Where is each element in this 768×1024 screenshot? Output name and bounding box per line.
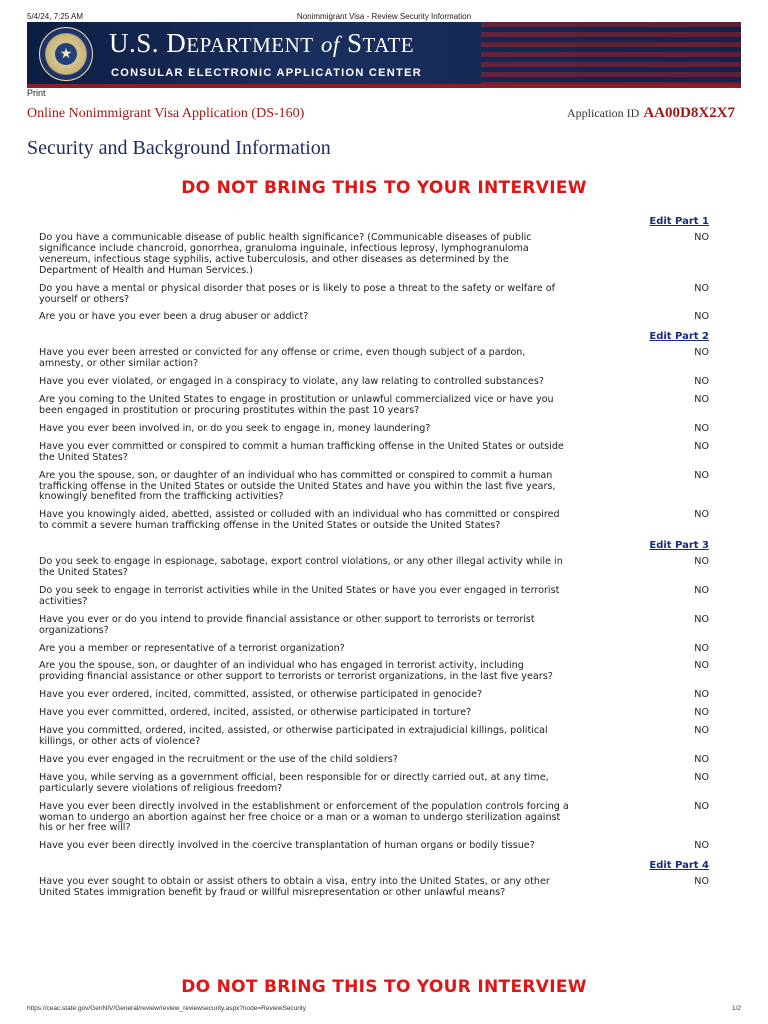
question-row [39,557,709,579]
question-row [39,586,709,608]
print-page-title: Nonimmigrant Visa - Review Security Information [296,12,472,21]
department-name [109,28,414,59]
question-row [39,802,709,835]
question-row [39,661,709,683]
answer-value: NO [694,311,709,323]
warning-banner-bottom: DO NOT BRING THIS TO YOUR INTERVIEW [181,977,587,997]
question-row [39,442,709,464]
edit-part-2-link[interactable]: Edit Part 2 [649,331,709,343]
ceac-subtitle: CONSULAR ELECTRONIC APPLICATION CENTER [111,67,422,79]
question-text: Have you ever ordered, incited, committed, assisted, or otherwise participated in genocide? [39,689,483,701]
question-row [39,615,709,637]
question-row [39,644,709,655]
application-id [567,105,735,122]
question-text: Are you the spouse, son, or daughter of an individual who has engaged in terrorist activity, including providing financial assistance or other support to terrorists or terrorist organizations, in the last five years? [39,660,553,683]
answer-value: NO [694,347,709,359]
question-text: Are you coming to the United States to engage in prostitution or unlawful commercialized vice or have you been engaged in prostitution or procuring prostitutes within the past 10 years? [39,394,554,416]
answer-value: NO [694,232,709,243]
answer-value: NO [694,613,709,625]
application-title: Online Nonimmigrant Visa Application (DS-160) [27,106,305,121]
answer-value: NO [694,469,709,481]
question-text: Have you ever or do you intend to provide financial assistance or other support to terrorists or terrorist organizations? [39,613,535,636]
answer-value: NO [694,422,709,434]
question-row [39,424,709,435]
answer-value: NO [694,753,709,765]
question-row [39,773,709,795]
question-row [39,510,709,532]
department-banner [27,22,741,88]
question-row [39,233,709,277]
question-text: Are you the spouse, son, or daughter of an individual who has committed or conspired to commit a human trafficking offense in the United States or outside the United States and have you within the last five years, knowingly benefited from the trafficking activities? [39,469,556,503]
answer-value: NO [694,725,709,737]
section-title: Security and Background Information [27,137,331,159]
answer-value: NO [694,800,709,812]
answer-value: NO [694,642,709,654]
question-row [39,312,709,323]
application-id-value: AA00D8X2X7 [643,105,735,121]
dept-name-part2: EPARTMENT [186,33,314,57]
question-row [39,690,709,701]
seal-center: ★ [55,43,77,65]
warning-banner-top: DO NOT BRING THIS TO YOUR INTERVIEW [181,178,587,198]
question-text: Have you knowingly aided, abetted, assisted or colluded with an individual who has committed or conspired to commit a severe human trafficking offense in the United States or outside the United States? [39,509,560,532]
question-row [39,726,709,748]
edit-part-3-link[interactable]: Edit Part 3 [649,540,709,552]
question-text: Are you or have you ever been a drug abuser or addict? [39,311,309,323]
question-text: Have you ever been involved in, or do you seek to engage in, money laundering? [39,422,431,434]
question-row [39,284,709,306]
application-id-label: Application ID [567,106,640,120]
print-date: 5/4/24, 7:25 AM [27,12,84,21]
question-text: Have you, while serving as a government official, been responsible for or directly carried out, at any time, particularly severe violations of religious freedom? [39,771,549,794]
question-row [39,841,709,852]
print-url: https://ceac.state.gov/GenNIV/General/review/review_reviewsecurity.aspx?node=ReviewSecurity [27,1005,306,1012]
edit-part-1-link[interactable]: Edit Part 1 [649,216,709,227]
question-text: Have you ever engaged in the recruitment or the use of the child soldiers? [39,753,398,765]
answer-value: NO [694,876,709,888]
answer-value: NO [694,440,709,452]
flag-stripes-decoration [481,22,741,88]
answer-value: NO [694,707,709,719]
answer-value: NO [694,394,709,406]
department-of-state-seal-icon [39,27,93,81]
question-text: Do you seek to engage in espionage, sabotage, export control violations, or any other illegal activity while in the United States? [39,556,563,579]
question-row [39,395,709,417]
edit-part-4-link[interactable]: Edit Part 4 [649,860,709,872]
dept-name-part3: S [346,28,363,58]
answer-value: NO [694,771,709,783]
answer-value: NO [694,556,709,568]
page-number: 1/2 [731,1005,741,1012]
question-text: Have you ever been directly involved in the coercive transplantation of human organs or bodily tissue? [39,840,535,852]
question-text: Do you have a mental or physical disorder that poses or is likely to pose a threat to the safety or welfare of yourself or others? [39,282,555,305]
dept-name-part4: TATE [362,33,415,57]
banner-red-bar [27,84,741,88]
print-header [0,0,768,22]
answer-value: NO [694,509,709,521]
dept-name-part1: U.S. D [109,28,187,58]
answer-value: NO [694,282,709,294]
question-row [39,708,709,719]
question-text: Have you committed, ordered, incited, assisted, or otherwise participated in extrajudicial killings, political killings, or other acts of violence? [39,725,548,747]
print-link[interactable]: Print [27,88,46,98]
answer-value: NO [694,840,709,852]
dept-name-of: of [320,32,340,57]
question-text: Have you ever been directly involved in the establishment or enforcement of the population controls forcing a woman to undergo an abortion against her free choice or a man or a woman to undergo sterilization against his or her free will? [39,800,569,834]
question-text: Are you a member or representative of a terrorist organization? [39,642,345,654]
security-questions [39,214,709,906]
question-text: Have you ever committed, ordered, incited, assisted, or otherwise participated in torture? [39,707,472,719]
question-text: Have you ever sought to obtain or assist others to obtain a visa, entry into the United States, or any other United States immigration benefit by fraud or willful misrepresentation or other unlawful means? [39,876,550,899]
answer-value: NO [694,660,709,672]
answer-value: NO [694,376,709,388]
question-row [39,877,709,899]
question-text: Have you ever been arrested or convicted for any offense or crime, even though subject of a pardon, amnesty, or other similar action? [39,347,526,370]
question-row [39,755,709,766]
question-row [39,471,709,504]
question-row [39,348,709,370]
question-text: Do you seek to engage in terrorist activities while in the United States or have you ever engaged in terrorist activities? [39,584,560,607]
question-text: Do you have a communicable disease of public health significance? (Communicable diseases of public significance include chancroid, gonorrhea, granuloma inguinale, infectious leprosy, lymphogranuloma venereum, infectious stage syphilis, active tuberculosis, and other diseases as determined by the Department of Health and Human Services.) [39,232,532,276]
answer-value: NO [694,689,709,701]
question-text: Have you ever violated, or engaged in a conspiracy to violate, any law relating to controlled substances? [39,376,544,388]
answer-value: NO [694,584,709,596]
question-text: Have you ever committed or conspired to commit a human trafficking offense in the United States or outside the United States? [39,440,564,463]
question-row [39,377,709,388]
